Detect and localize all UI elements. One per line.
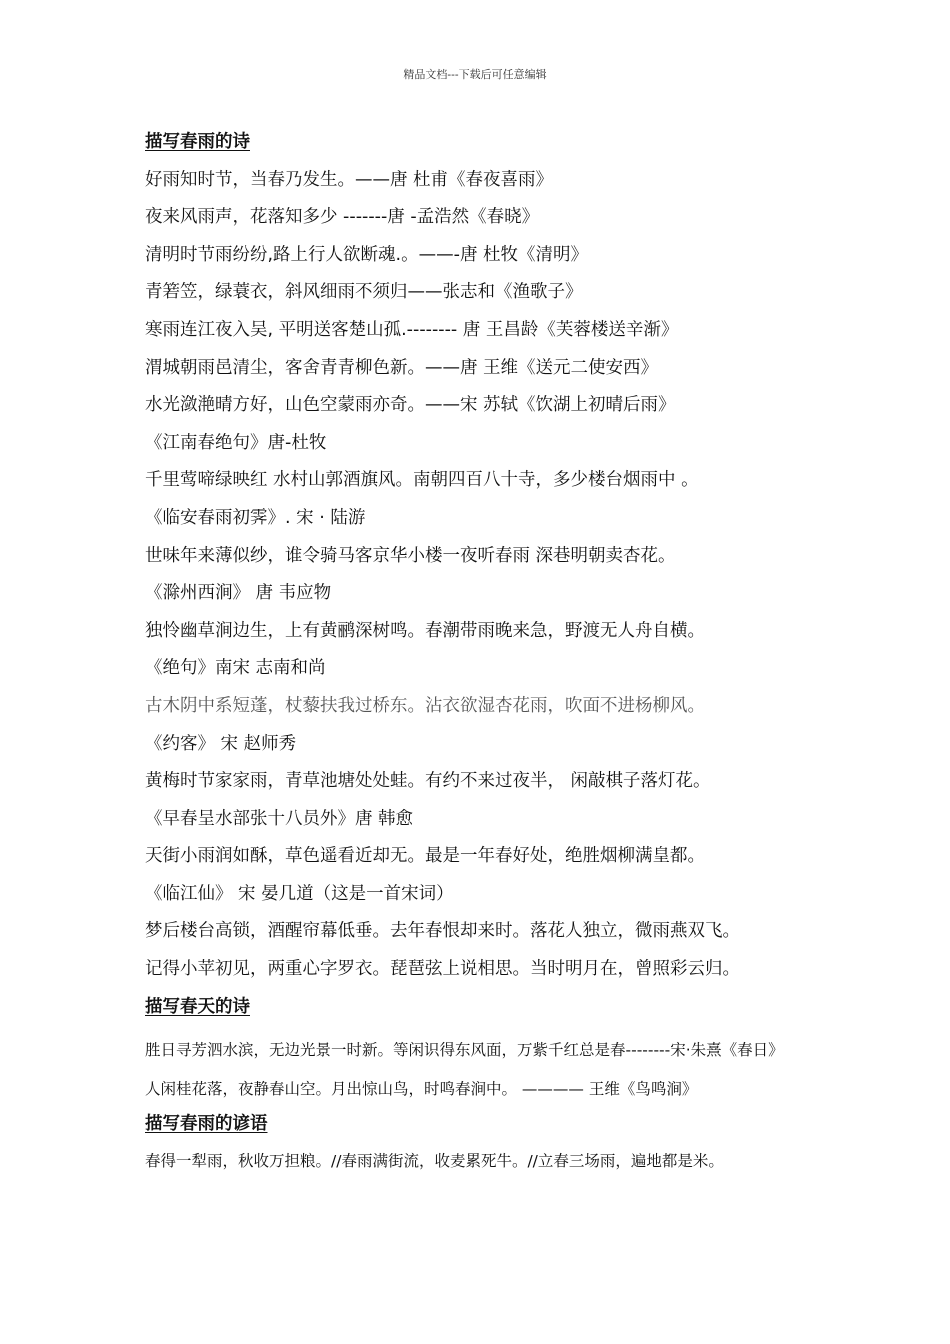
poem-line: 黄梅时节家家雨，青草池塘处处蛙。有约不来过夜半， 闲敲棋子落灯花。 [145,771,711,792]
section-heading-rain-poems: 描写春雨的诗 [145,132,250,152]
poem-line: 寒雨连江夜入吴, 平明送客楚山孤.-------- 唐 王昌龄《芙蓉楼送辛渐》 [145,319,679,340]
poem-line: 古木阴中系短蓬，杖藜扶我过桥东。沾衣欲湿杏花雨，吹面不进杨柳风。 [145,695,705,716]
poem-line: 千里莺啼绿映红 水村山郭酒旗风。南朝四百八十寺，多少楼台烟雨中 。 [145,470,699,491]
document-body [145,124,845,1178]
poem-title: 《江南春绝句》唐-杜牧 [145,432,327,453]
poem-line: 夜来风雨声，花落知多少 -------唐 -孟浩然《春晓》 [145,207,540,228]
poem-line: 水光潋滟晴方好，山色空蒙雨亦奇。——宋 苏轼《饮湖上初晴后雨》 [145,395,676,416]
poem-title: 《早春呈水部张十八员外》唐 韩愈 [145,808,414,829]
poem-line: 记得小苹初见，两重心字罗衣。琵琶弦上说相思。当时明月在，曾照彩云归。 [145,959,740,980]
section-heading-spring-poems: 描写春天的诗 [145,996,250,1017]
poem-title: 《临江仙》 宋 晏几道（这是一首宋词） [145,883,454,904]
poem-title: 《约客》 宋 赵师秀 [145,733,297,754]
poem-line: 渭城朝雨邑清尘，客舍青青柳色新。——唐 王维《送元二使安西》 [145,357,659,378]
poem-title: 《滁州西涧》 唐 韦应物 [145,583,332,604]
poem-line: 胜日寻芳泗水滨，无边光景一时新。等闲识得东风面，万紫千红总是春--------宋·朱熹《春日》 [145,1041,784,1060]
page-header: 精品文档---下载后可任意编辑 [403,68,547,81]
poem-title: 《临安春雨初霁》. 宋 · 陆游 [145,507,366,528]
poem-line: 世味年来薄似纱，谁令骑马客京华小楼一夜听春雨 深巷明朝卖杏花。 [145,545,676,566]
poem-line: 梦后楼台高锁，酒醒帘幕低垂。去年春恨却来时。落花人独立，微雨燕双飞。 [145,921,740,942]
proverb-line: 春得一犁雨，秋收万担粮。//春雨满街流，收麦累死牛。//立春三场雨，遍地都是米。 [145,1151,724,1170]
poem-line: 人闲桂花落，夜静春山空。月出惊山鸟，时鸣春涧中。 ———— 王维《鸟鸣涧》 [145,1080,698,1099]
poem-line: 青箬笠，绿蓑衣，斜风细雨不须归——张志和《渔歌子》 [145,282,583,303]
poem-line: 独怜幽草涧边生，上有黄鹂深树鸣。春潮带雨晚来急，野渡无人舟自横。 [145,620,705,641]
section-heading-rain-proverbs: 描写春雨的谚语 [145,1114,268,1135]
poem-line: 天街小雨润如酥，草色遥看近却无。最是一年春好处，绝胜烟柳满皇都。 [145,846,705,867]
poem-title: 《绝句》南宋 志南和尚 [145,658,326,679]
poem-line: 清明时节雨纷纷,路上行人欲断魂.。——-唐 杜牧《清明》 [145,244,589,265]
poem-line: 好雨知时节，当春乃发生。——唐 杜甫《春夜喜雨》 [145,169,554,190]
